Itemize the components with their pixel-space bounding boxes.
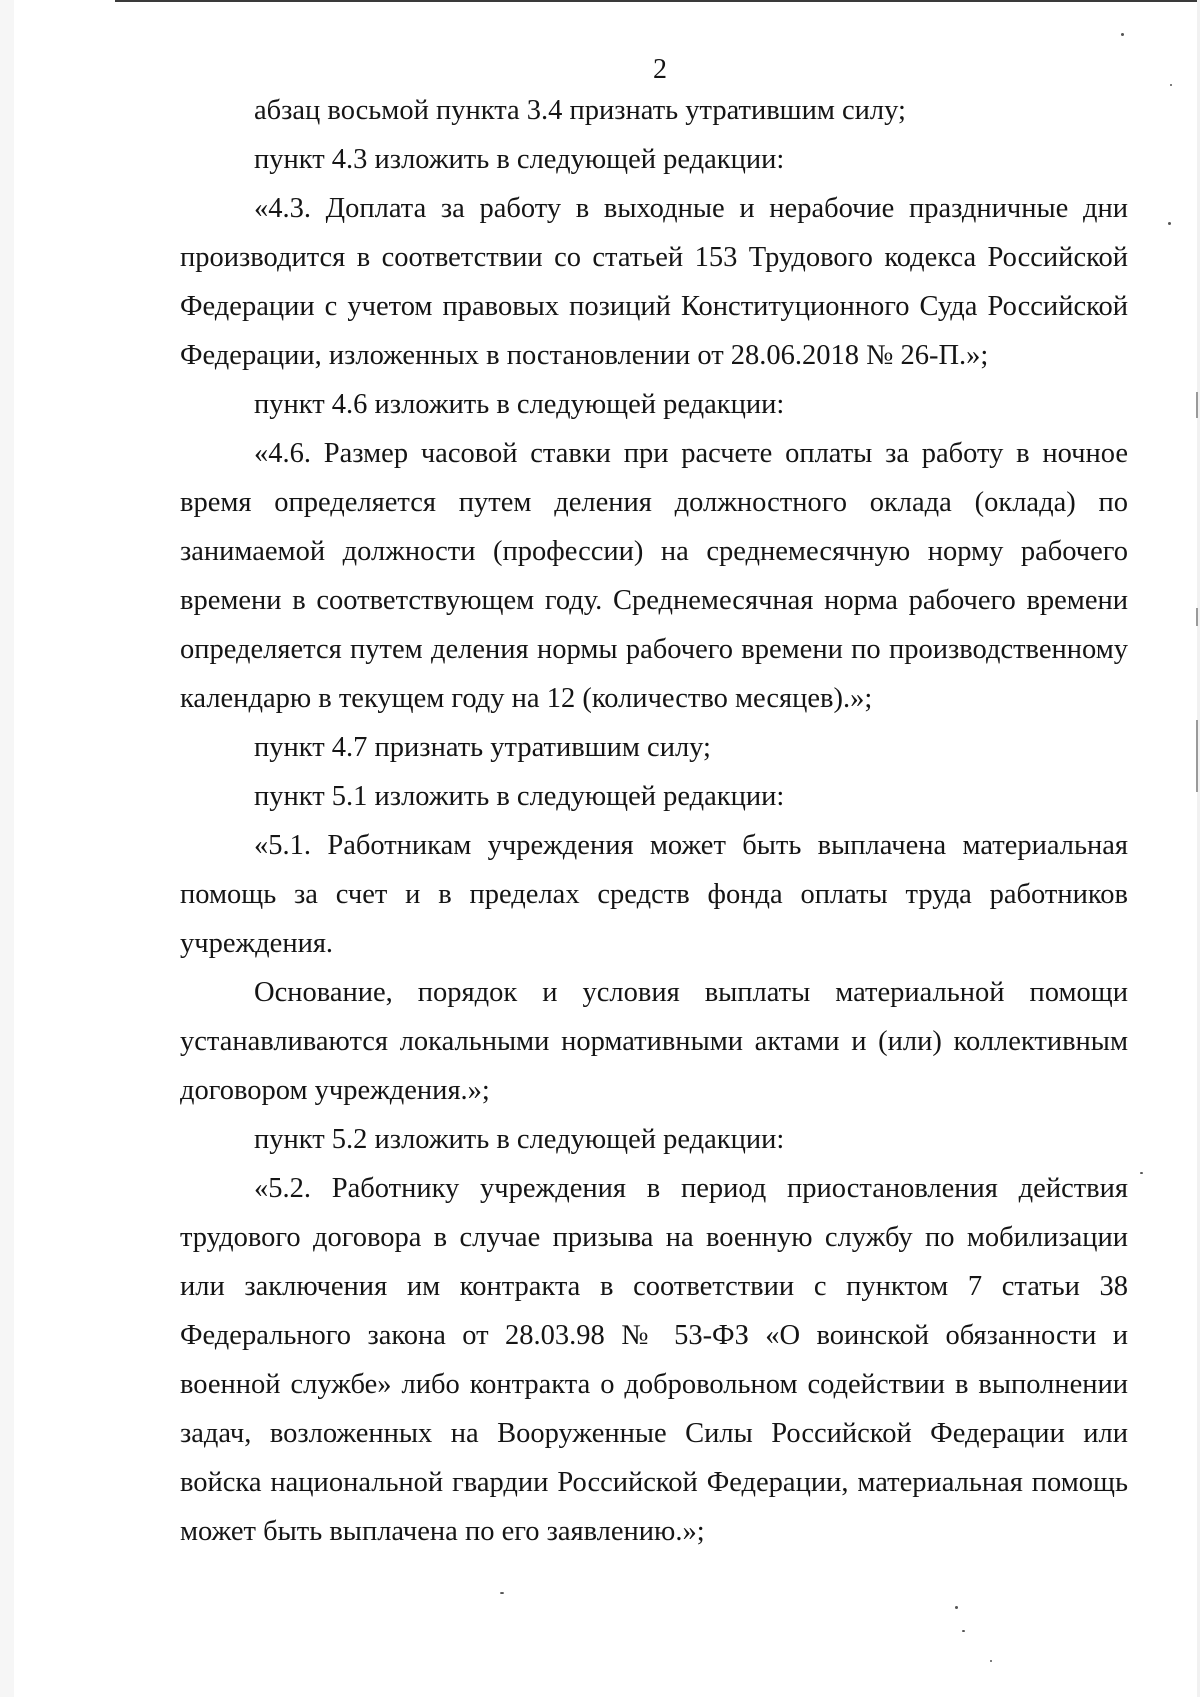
scan-speck	[1170, 84, 1172, 86]
scan-speck	[1168, 222, 1171, 225]
paragraph: «5.1. Работникам учреждения может быть выплачена материальная помощь за счет и в пределах средств фонда оплаты труда работников учреждения.	[180, 830, 1128, 959]
document-body	[180, 86, 1128, 1556]
paragraph: пункт 5.1 изложить в следующей редакции:	[254, 781, 785, 812]
scan-speck	[1121, 33, 1124, 36]
paragraph: пункт 4.7 признать утратившим силу;	[254, 732, 711, 763]
scan-edge-left	[0, 0, 14, 1697]
scan-edge-top	[115, 0, 1200, 2]
scan-mark	[1196, 608, 1198, 626]
scan-mark	[1196, 720, 1198, 792]
paragraph: пункт 4.6 изложить в следующей редакции:	[254, 389, 785, 420]
scan-speck	[962, 1630, 965, 1632]
paragraph: абзац восьмой пункта 3.4 признать утратившим силу;	[254, 95, 906, 126]
scan-speck	[955, 1606, 958, 1609]
page-number: 2	[653, 54, 667, 85]
paragraph: «4.6. Размер часовой ставки при расчете оплаты за работу в ночное время определяется путем деления должностного оклада (оклада) по занимаемой должности (профессии) на среднемесячную норму рабочего времени в соответствующем году. Среднемесячная норма рабочего времени определяется путем деления нормы рабочего времени по производственному календарю в текущем году на 12 (количество месяцев).»;	[180, 438, 1128, 714]
scan-speck	[990, 1660, 992, 1662]
paragraph: Основание, порядок и условия выплаты материальной помощи устанавливаются локальными нормативными актами и (или) коллективным договором учреждения.»;	[180, 977, 1128, 1106]
paragraph: пункт 4.3 изложить в следующей редакции:	[254, 144, 785, 175]
scan-speck	[500, 1592, 504, 1594]
paragraph: «5.2. Работнику учреждения в период приостановления действия трудового договора в случае призыва на военную службу по мобилизации или заключения им контракта в соответствии с пунктом 7 статьи 38 Федерального закона от 28.03.98 № 53-ФЗ «О воинской обязанности и военной службе» либо контракта о добровольном содействии в выполнении задач, возложенных на Вооруженные Силы Российской Федерации или войска национальной гвардии Российской Федерации, материальная помощь может быть выплачена по его заявлению.»;	[180, 1173, 1128, 1547]
scan-mark	[1196, 392, 1198, 418]
paragraph: «4.3. Доплата за работу в выходные и нерабочие праздничные дни производится в соответствии со статьей 153 Трудового кодекса Российской Федерации с учетом правовых позиций Конституционного Суда Российской Федерации, изложенных в постановлении от 28.06.2018 № 26-П.»;	[180, 193, 1128, 371]
paragraph: пункт 5.2 изложить в следующей редакции:	[254, 1124, 785, 1155]
scan-speck	[1140, 1172, 1143, 1174]
